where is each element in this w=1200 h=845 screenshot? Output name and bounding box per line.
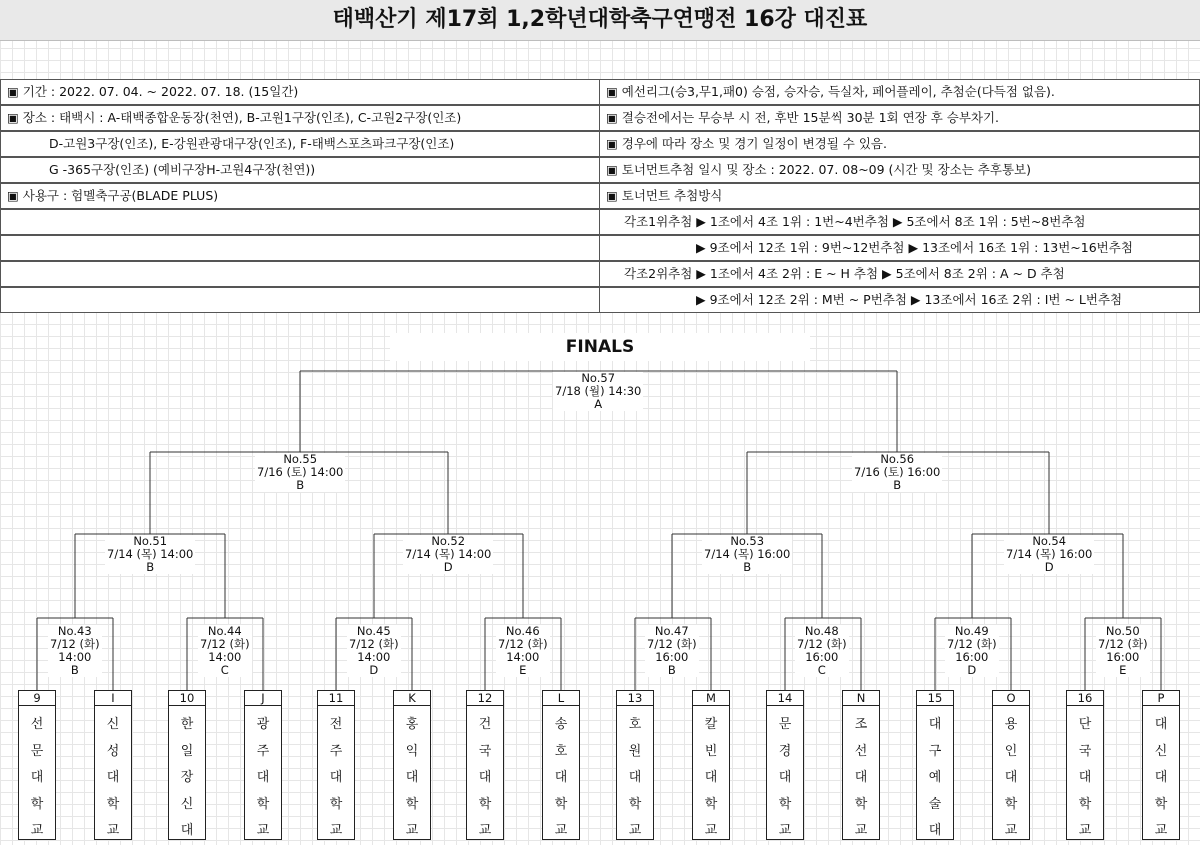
match-label-line: No.45 <box>356 624 391 638</box>
match-label-line: No.51 <box>133 534 168 548</box>
match-label-line: 14:00 <box>208 650 242 664</box>
info-cell-left <box>0 235 600 261</box>
match-label <box>852 453 942 492</box>
info-cell-left: ▣ 장소 : 태백시 : A-태백종합운동장(천연), B-고원1구장(인조), C-고원2구장(인조) <box>0 105 600 131</box>
match-label-line: 16:00 <box>955 650 989 664</box>
team-box <box>542 690 580 840</box>
team-seed: 16 <box>1067 691 1103 706</box>
info-cell-left <box>0 261 600 287</box>
match-label <box>702 535 792 574</box>
info-row <box>0 261 1200 287</box>
team-name: 대 구 예 술 대 <box>928 717 942 838</box>
match-label-line: C <box>817 663 826 677</box>
team-box <box>1142 690 1180 840</box>
info-row <box>0 287 1200 313</box>
match-label-line: 7/12 (화) <box>50 637 100 651</box>
team-box <box>1066 690 1104 840</box>
match-label <box>496 625 550 677</box>
match-label-line: C <box>220 663 229 677</box>
match-label-line: 7/14 (목) 16:00 <box>1006 547 1093 561</box>
match-label-line: No.56 <box>880 452 915 466</box>
match-label-line: 7/12 (화) <box>349 637 399 651</box>
match-label-line: 14:00 <box>357 650 391 664</box>
team-box <box>244 690 282 840</box>
info-cell-right: 각조2위추첨 ▶ 1조에서 4조 2위 : E ~ H 추첨 ▶ 5조에서 8조 2위 : A ~ D 추첨 <box>599 261 1200 287</box>
match-label-line: D <box>967 663 977 677</box>
match-label-line: 7/16 (토) 16:00 <box>854 465 941 479</box>
match-label <box>795 625 849 677</box>
team-box <box>842 690 880 840</box>
team-seed: L <box>543 691 579 706</box>
team-name: 문 경 대 학 교 <box>778 717 792 838</box>
info-row <box>0 183 1200 209</box>
team-seed: 14 <box>767 691 803 706</box>
match-label-line: No.49 <box>954 624 989 638</box>
match-label-line: No.46 <box>505 624 540 638</box>
match-label-line: 7/18 (월) 14:30 <box>555 384 642 398</box>
match-label <box>347 625 401 677</box>
team-name: 호 원 대 학 교 <box>628 717 642 838</box>
team-box <box>692 690 730 840</box>
match-label-line: 7/12 (화) <box>498 637 548 651</box>
team-name: 칼 빈 대 학 교 <box>704 717 718 838</box>
team-seed: P <box>1143 691 1179 706</box>
match-label-line: 7/12 (화) <box>947 637 997 651</box>
team-name: 전 주 대 학 교 <box>329 717 343 838</box>
match-label-line: B <box>146 560 155 574</box>
info-cell-left <box>0 287 600 313</box>
info-cell-right: ▣ 토너먼트추첨 일시 및 장소 : 2022. 07. 08~09 (시간 및 장소는 추후통보) <box>599 157 1200 183</box>
match-label-line: No.54 <box>1032 534 1067 548</box>
info-row <box>0 131 1200 157</box>
info-cell-left: ▣ 기간 : 2022. 07. 04. ~ 2022. 07. 18. (15일간) <box>0 79 600 105</box>
match-label-line: B <box>70 663 79 677</box>
page-title: 태백산기 제17회 1,2학년대학축구연맹전 16강 대진표 <box>0 0 1200 41</box>
info-cell-left: ▣ 사용구 : 험멜축구공(BLADE PLUS) <box>0 183 600 209</box>
info-cell-right: ▣ 결승전에서는 무승부 시 전, 후반 15분씩 30분 1회 연장 후 승부차기. <box>599 105 1200 131</box>
team-box <box>466 690 504 840</box>
match-label-line: No.53 <box>730 534 765 548</box>
match-label <box>645 625 699 677</box>
match-label-line: No.57 <box>581 371 616 385</box>
finals-label: FINALS <box>390 333 810 361</box>
match-label <box>553 372 643 411</box>
team-box <box>916 690 954 840</box>
match-label-line: No.52 <box>431 534 466 548</box>
info-cell-right: ▶ 9조에서 12조 2위 : M번 ~ P번추첨 ▶ 13조에서 16조 2위 : I번 ~ L번추첨 <box>599 287 1200 313</box>
info-row <box>0 105 1200 131</box>
match-label-line: 14:00 <box>506 650 540 664</box>
match-label <box>198 625 252 677</box>
info-row <box>0 209 1200 235</box>
team-seed: 10 <box>169 691 205 706</box>
match-label-line: B <box>743 560 752 574</box>
team-seed: 13 <box>617 691 653 706</box>
team-box <box>94 690 132 840</box>
team-seed: I <box>95 691 131 706</box>
team-seed: 11 <box>318 691 354 706</box>
match-label <box>403 535 493 574</box>
team-name: 선 문 대 학 교 <box>30 717 44 838</box>
info-row <box>0 157 1200 183</box>
match-label-line: 7/14 (목) 16:00 <box>704 547 791 561</box>
team-seed: M <box>693 691 729 706</box>
info-cell-left <box>0 209 600 235</box>
match-label-line: A <box>594 397 603 411</box>
match-label <box>105 535 195 574</box>
team-name: 대 신 대 학 교 <box>1154 717 1168 838</box>
team-seed: 15 <box>917 691 953 706</box>
team-box <box>616 690 654 840</box>
match-label-line: E <box>1119 663 1127 677</box>
team-name: 송 호 대 학 교 <box>554 717 568 838</box>
info-row <box>0 79 1200 105</box>
team-name: 광 주 대 학 교 <box>256 717 270 838</box>
info-cell-left: G -365구장(인조) (예비구장H-고원4구장(천연)) <box>0 157 600 183</box>
match-label <box>48 625 102 677</box>
match-label-line: 7/12 (화) <box>1098 637 1148 651</box>
match-label-line: No.55 <box>283 452 318 466</box>
info-cell-right: ▣ 예선리그(승3,무1,패0) 승점, 승자승, 득실차, 페어플레이, 추첨순(다득점 없음). <box>599 79 1200 105</box>
match-label-line: 7/14 (목) 14:00 <box>405 547 492 561</box>
info-cell-left: D-고원3구장(인조), E-강원관광대구장(인조), F-태백스포츠파크구장(인조) <box>0 131 600 157</box>
info-cell-right: ▶ 9조에서 12조 1위 : 9번~12번추첨 ▶ 13조에서 16조 1위 : 13번~16번추첨 <box>599 235 1200 261</box>
match-label-line: B <box>667 663 676 677</box>
info-cell-right: ▣ 토너먼트 추첨방식 <box>599 183 1200 209</box>
match-label-line: 16:00 <box>655 650 689 664</box>
match-label <box>1096 625 1150 677</box>
team-seed: 12 <box>467 691 503 706</box>
match-label-line: 7/12 (화) <box>647 637 697 651</box>
match-label-line: 14:00 <box>58 650 92 664</box>
team-name: 한 일 장 신 대 <box>180 717 194 838</box>
team-box <box>393 690 431 840</box>
match-label <box>255 453 345 492</box>
match-label-line: D <box>1044 560 1054 574</box>
match-label-line: 16:00 <box>1106 650 1140 664</box>
match-label-line: E <box>519 663 527 677</box>
team-seed: 9 <box>19 691 55 706</box>
team-box <box>168 690 206 840</box>
match-label-line: No.43 <box>57 624 92 638</box>
info-cell-right: ▣ 경우에 따라 장소 및 경기 일정이 변경될 수 있음. <box>599 131 1200 157</box>
team-box <box>317 690 355 840</box>
team-box <box>766 690 804 840</box>
match-label-line: 7/12 (화) <box>200 637 250 651</box>
match-label-line: D <box>443 560 453 574</box>
match-label-line: No.48 <box>804 624 839 638</box>
match-label <box>1004 535 1094 574</box>
match-label-line: No.50 <box>1105 624 1140 638</box>
team-name: 신 성 대 학 교 <box>106 717 120 838</box>
match-label-line: 7/14 (목) 14:00 <box>107 547 194 561</box>
team-name: 조 선 대 학 교 <box>854 717 868 838</box>
team-box <box>992 690 1030 840</box>
team-box <box>18 690 56 840</box>
team-seed: K <box>394 691 430 706</box>
team-name: 용 인 대 학 교 <box>1004 717 1018 838</box>
match-label-line: No.44 <box>207 624 242 638</box>
team-seed: O <box>993 691 1029 706</box>
match-label-line: D <box>369 663 379 677</box>
team-seed: J <box>245 691 281 706</box>
info-row <box>0 235 1200 261</box>
team-name: 홍 익 대 학 교 <box>405 717 419 838</box>
match-label-line: 16:00 <box>805 650 839 664</box>
match-label-line: 7/16 (토) 14:00 <box>257 465 344 479</box>
match-label-line: B <box>296 478 305 492</box>
match-label <box>945 625 999 677</box>
match-label-line: 7/12 (화) <box>797 637 847 651</box>
match-label-line: B <box>893 478 902 492</box>
info-cell-right: 각조1위추첨 ▶ 1조에서 4조 1위 : 1번~4번추첨 ▶ 5조에서 8조 1위 : 5번~8번추첨 <box>599 209 1200 235</box>
team-seed: N <box>843 691 879 706</box>
team-name: 건 국 대 학 교 <box>478 717 492 838</box>
team-name: 단 국 대 학 교 <box>1078 717 1092 838</box>
match-label-line: No.47 <box>654 624 689 638</box>
